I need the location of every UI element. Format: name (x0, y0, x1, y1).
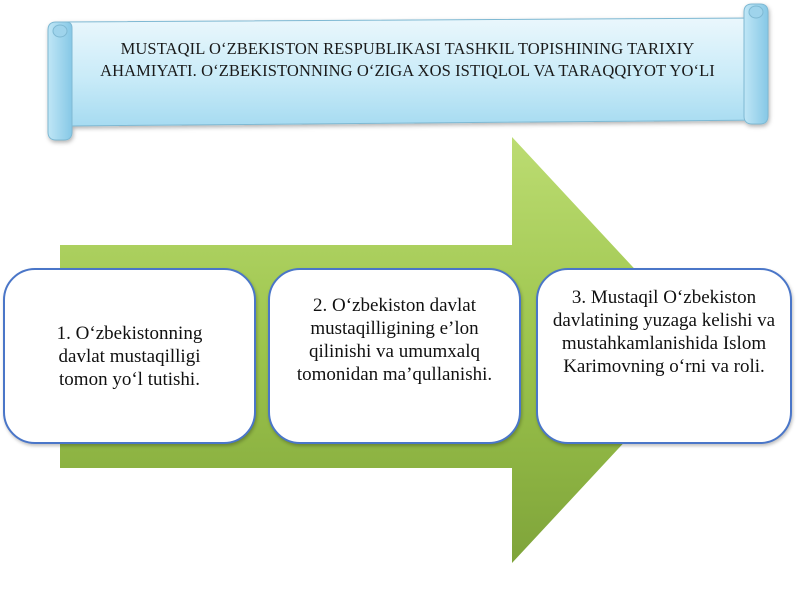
step-1-label: 1. O‘zbekistonning davlat mustaqilligi tomon yo‘l tutishi. (56, 322, 203, 390)
banner-title: MUSTAQIL O‘ZBEKISTON RESPUBLIKASI TASHKIL TOPISHINING TARIXIY AHAMIYATI. O‘ZBEKISTONNING O‘ZIGA XOS ISTIQLOL VA TARAQQIYOT YO‘LI (100, 39, 715, 80)
step-2-label: 2. O‘zbekiston davlat mustaqilligining e’lon qilinishi va umumxalq tomonidan ma’qullanishi. (296, 295, 493, 385)
step-card-1 (3, 268, 256, 444)
step-card-2 (268, 268, 521, 444)
step-3-label: 3. Mustaqil O‘zbekiston davlatining yuzaga kelishi va mustahkamlanishida Islom Karimovning o‘rni va roli. (552, 287, 776, 377)
step-card-3 (536, 268, 792, 444)
